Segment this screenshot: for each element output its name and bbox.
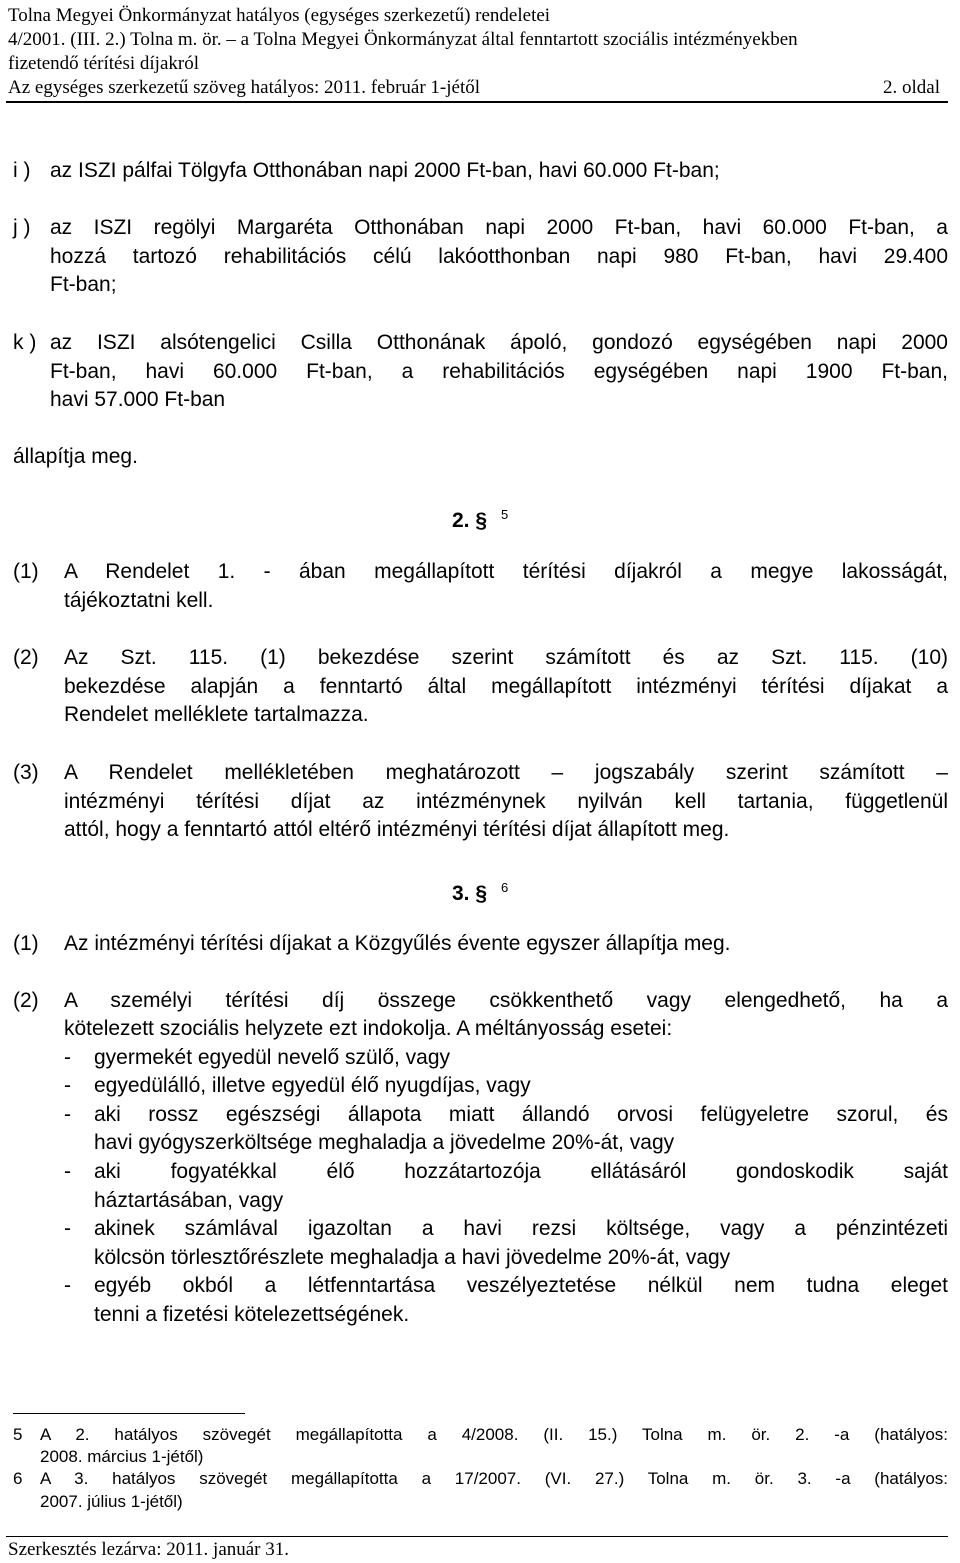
list-dash: - bbox=[64, 1217, 71, 1240]
list-item-5-line2: kölcsön törlesztőrészlete meghaladja a havi jövedelme 20%-át, vagy bbox=[94, 1246, 731, 1269]
item-k-label: k ) bbox=[13, 331, 37, 354]
section-sign-icon: § bbox=[475, 882, 488, 905]
s3-p1-label: (1) bbox=[13, 932, 39, 955]
list-item-5-line1: akinek számlával igazoltan a havi rezsi költsége, vagy a pénzintézeti bbox=[94, 1217, 948, 1240]
footnote-6-line1: A 3. hatályos szövegét megállapította a 17/2007. (VI. 27.) Tolna m. ör. 3. -a (hatályos: bbox=[40, 1469, 948, 1488]
item-k-line3: havi 57.000 Ft-ban bbox=[50, 388, 226, 411]
header-regulation-cont: fizetendő térítési díjakról bbox=[8, 53, 199, 74]
item-j-line2: hozzá tartozó rehabilitációs célú lakóotthonban napi 980 Ft-ban, havi 29.400 bbox=[50, 245, 948, 268]
header-divider bbox=[6, 101, 948, 103]
list-item-1: gyermekét egyedül nevelő szülő, vagy bbox=[94, 1046, 451, 1069]
s2-p3-label: (3) bbox=[13, 761, 39, 784]
section-3-number: 3. bbox=[452, 882, 470, 905]
page-number: 2. oldal bbox=[883, 77, 940, 98]
s3-p2-line2: kötelezett szociális helyzete ezt indokolja. A méltányosság esetei: bbox=[64, 1017, 673, 1040]
s2-p2-label: (2) bbox=[13, 646, 39, 669]
s3-p2-line1: A személyi térítési díj összege csökkenthető vagy elengedhető, ha a bbox=[64, 989, 948, 1012]
item-j-line3: Ft-ban; bbox=[50, 273, 117, 296]
list-dash: - bbox=[64, 1074, 71, 1097]
item-k-line1: az ISZI alsótengelici Csilla Otthonának ápoló, gondozó egységében napi 2000 bbox=[50, 331, 948, 354]
s2-p2-line3: Rendelet melléklete tartalmazza. bbox=[64, 703, 369, 726]
footer-edit-closed: Szerkesztés lezárva: 2011. január 31. bbox=[8, 1539, 290, 1560]
list-item-2: egyedülálló, illetve egyedül élő nyugdíjas, vagy bbox=[94, 1074, 531, 1097]
s2-p2-line1: Az Szt. 115. (1) bekezdése szerint számított és az Szt. 115. (10) bbox=[64, 646, 948, 669]
s2-p3-line3: attól, hogy a fenntartó attól eltérő intézményi térítési díjat állapított meg. bbox=[64, 818, 730, 841]
s2-p2-line2: bekezdése alapján a fenntartó által megállapított intézményi térítési díjakat a bbox=[64, 675, 948, 698]
footnote-5-number: 5 bbox=[13, 1425, 23, 1444]
list-dash: - bbox=[64, 1160, 71, 1183]
footnote-ref-5: 5 bbox=[501, 507, 509, 522]
s2-p3-line1: A Rendelet mellékletében meghatározott – jogszabály szerint számított – bbox=[64, 761, 948, 784]
effective-date-text: Az egységes szerkezetű szöveg hatályos: 2011. február 1-jétől bbox=[8, 77, 481, 98]
list-item-6-line1: egyéb okból a létfenntartása veszélyeztetése nélkül nem tudna eleget bbox=[94, 1274, 948, 1297]
header-regulation: 4/2001. (III. 2.) Tolna m. ör. – a Tolna Megyei Önkormányzat által fenntartott szociális intézményekben bbox=[8, 29, 798, 50]
section-3-heading bbox=[452, 874, 508, 908]
closing-text: állapítja meg. bbox=[13, 445, 138, 468]
item-i-label: i ) bbox=[13, 159, 31, 182]
footnote-ref-6: 6 bbox=[501, 880, 509, 895]
list-item-3-line2: havi gyógyszerköltsége meghaladja a jövedelme 20%-át, vagy bbox=[94, 1131, 675, 1154]
item-k-line2: Ft-ban, havi 60.000 Ft-ban, a rehabilitációs egységében napi 1900 Ft-ban, bbox=[50, 360, 948, 383]
list-item-4-line1: aki fogyatékkal élő hozzátartozója ellátásáról gondoskodik saját bbox=[94, 1160, 948, 1183]
list-dash: - bbox=[64, 1274, 71, 1297]
s2-p1-line1: A Rendelet 1. - ában megállapított térítési díjakról a megye lakosságát, bbox=[64, 560, 948, 583]
footnote-6-line2: 2007. július 1-jétől) bbox=[40, 1492, 183, 1511]
list-item-4-line2: háztartásában, vagy bbox=[94, 1189, 284, 1212]
section-sign-icon: § bbox=[475, 509, 488, 532]
s2-p1-line2: tájékoztatni kell. bbox=[64, 589, 214, 612]
footnote-5-line1: A 2. hatályos szövegét megállapította a 4/2008. (II. 15.) Tolna m. ör. 2. -a (hatályos: bbox=[40, 1425, 948, 1444]
header-effective-date bbox=[8, 76, 944, 100]
header-title: Tolna Megyei Önkormányzat hatályos (egységes szerkezetű) rendeletei bbox=[8, 5, 551, 26]
footnote-divider bbox=[13, 1413, 245, 1414]
item-i-text: az ISZI pálfai Tölgyfa Otthonában napi 2000 Ft-ban, havi 60.000 Ft-ban; bbox=[50, 159, 720, 182]
list-dash: - bbox=[64, 1103, 71, 1126]
section-2-heading bbox=[452, 501, 508, 535]
list-item-6-line2: tenni a fizetési kötelezettségének. bbox=[94, 1303, 410, 1326]
s3-p2-label: (2) bbox=[13, 989, 39, 1012]
footnote-6-number: 6 bbox=[13, 1469, 23, 1488]
list-dash: - bbox=[64, 1046, 71, 1069]
footer-divider bbox=[6, 1536, 948, 1537]
item-j-line1: az ISZI regölyi Margaréta Otthonában napi 2000 Ft-ban, havi 60.000 Ft-ban, a bbox=[50, 216, 948, 239]
s2-p1-label: (1) bbox=[13, 560, 39, 583]
list-item-3-line1: aki rossz egészségi állapota miatt állandó orvosi felügyeletre szorul, és bbox=[94, 1103, 948, 1126]
item-j-label: j ) bbox=[13, 216, 31, 239]
s2-p3-line2: intézményi térítési díjat az intézménynek nyilván kell tartania, függetlenül bbox=[64, 790, 948, 813]
footnote-5-line2: 2008. március 1-jétől) bbox=[40, 1447, 204, 1466]
section-2-number: 2. bbox=[452, 509, 470, 532]
s3-p1-text: Az intézményi térítési díjakat a Közgyűlés évente egyszer állapítja meg. bbox=[64, 932, 731, 955]
